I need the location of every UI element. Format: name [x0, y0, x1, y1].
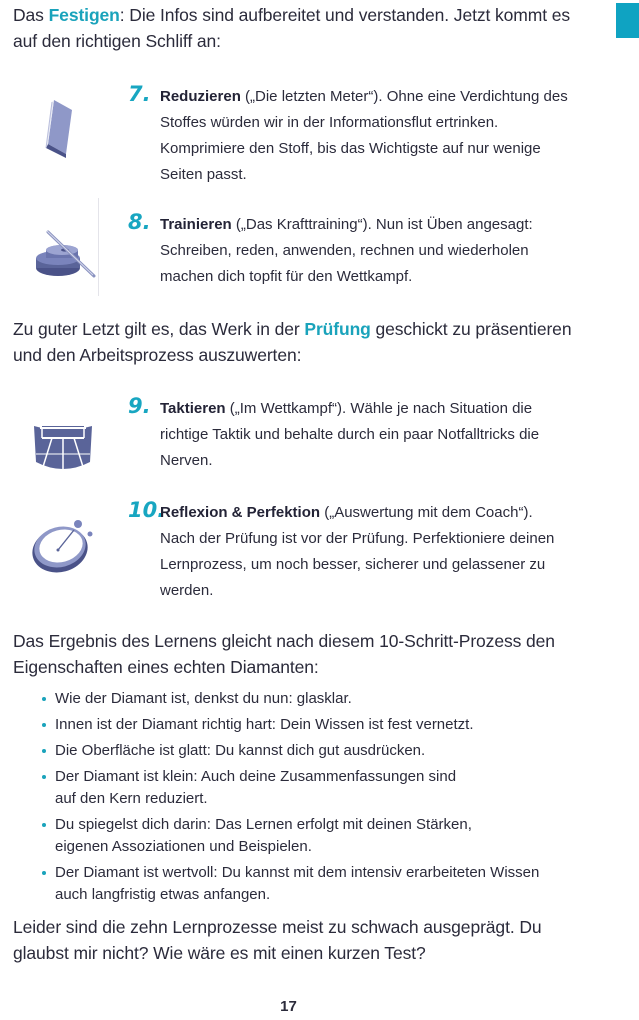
list-item: [40, 862, 545, 906]
list-item-text: Innen ist der Diamant richtig hart: Dein Wissen ist fest vernetzt.: [55, 716, 474, 733]
page-number: 17: [280, 998, 297, 1015]
keyword-pruefung: Prüfung: [304, 319, 371, 339]
intro-pruefung: [13, 316, 573, 368]
step-8-title: Trainieren: [160, 216, 232, 233]
step-8-body: [160, 212, 570, 290]
step-8-number: 8.: [128, 210, 151, 234]
step-8-text: („Das Krafttraining“). Nun ist Üben angesagt: Schreiben, reden, anwenden, rechnen und wiederholen machen dich topfit für den Wettkampf.: [160, 216, 533, 285]
book-icon: [44, 96, 78, 158]
list-item: [40, 688, 560, 710]
bullet-dot-icon: [42, 775, 46, 779]
step-7-body: [160, 84, 570, 188]
step-10-text: („Auswertung mit dem Coach“). Nach der Prüfung ist vor der Prüfung. Perfektioniere deinen Lernprozess, um noch besser, sicherer und gelassener zu werden.: [160, 504, 555, 599]
stadium-icon: [32, 424, 94, 474]
step-10-title: Reflexion & Perfektion: [160, 504, 321, 521]
closing-paragraph: Leider sind die zehn Lernprozesse meist zu schwach ausgeprägt. Du glaubst mir nicht? Wie wäre es mit einen kurzen Test?: [13, 917, 542, 963]
step-10-body: [160, 500, 570, 604]
keyword-festigen: Festigen: [48, 5, 120, 25]
weight-plate-icon: [34, 228, 98, 280]
bullet-dot-icon: [42, 823, 46, 827]
intro-pruefung-prefix: Zu guter Letzt gilt es, das Werk in der: [13, 319, 305, 339]
step-9-text: („Im Wettkampf“). Wähle je nach Situation die richtige Taktik und behalte durch ein paar Notfalltricks die Nerven.: [160, 400, 540, 469]
divider-line: [98, 198, 99, 296]
stopwatch-icon: [30, 518, 100, 574]
step-7-text: („Die letzten Meter“). Ohne eine Verdichtung des Stoffes würden wir in der Informationsflut ertrinken. Komprimiere den Stoff, bis das Wichtigste auf nur wenige Seiten passt.: [160, 88, 568, 183]
bullet-dot-icon: [42, 871, 46, 875]
result-intro: Das Ergebnis des Lernens gleicht nach diesem 10-Schritt-Prozess den Eigenschaften eines echten Diamanten:: [13, 631, 555, 677]
list-item: [40, 714, 560, 736]
list-item-text: Die Oberfläche ist glatt: Du kannst dich gut ausdrücken.: [55, 742, 426, 759]
list-item: [40, 766, 475, 810]
intro-pruefung-suffix: geschickt zu präsentieren und den Arbeitsprozess auszuwerten:: [13, 319, 572, 365]
step-9-number: 9.: [128, 394, 151, 418]
step-10-number: 10.: [128, 498, 166, 522]
bullet-dot-icon: [42, 749, 46, 753]
bullet-dot-icon: [42, 697, 46, 701]
chapter-tab-marker: [616, 3, 639, 38]
list-item-text: Wie der Diamant ist, denkst du nun: glasklar.: [55, 690, 352, 707]
list-item-text: Du spiegelst dich darin: Das Lernen erfolgt mit deinen Stärken, eigenen Assoziationen und Beispielen.: [55, 816, 472, 855]
step-7-number: 7.: [128, 82, 151, 106]
diamond-properties-list: [40, 688, 560, 910]
intro-festigen-prefix: Das: [13, 5, 49, 25]
intro-festigen-suffix: : Die Infos sind aufbereitet und verstanden. Jetzt kommt es auf den richtigen Schliff an:: [13, 5, 571, 51]
list-item: [40, 814, 515, 858]
bullet-dot-icon: [42, 723, 46, 727]
step-7-title: Reduzieren: [160, 88, 241, 105]
intro-festigen: [13, 2, 573, 54]
step-9-title: Taktieren: [160, 400, 226, 417]
list-item-text: Der Diamant ist wertvoll: Du kannst mit dem intensiv erarbeiteten Wissen auch langfristig etwas anfangen.: [55, 864, 540, 903]
list-item: [40, 740, 560, 762]
step-9-body: [160, 396, 570, 474]
list-item-text: Der Diamant ist klein: Auch deine Zusammenfassungen sind auf den Kern reduziert.: [55, 768, 457, 807]
